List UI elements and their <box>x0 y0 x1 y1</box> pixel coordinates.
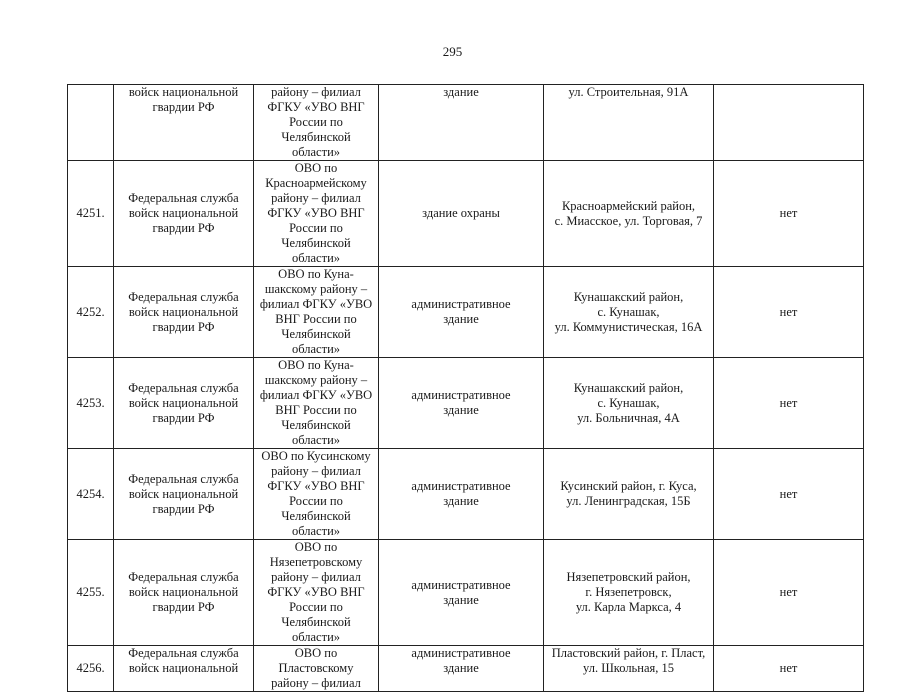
object-name-cell <box>379 646 544 692</box>
cell-line: Федеральная служба <box>128 570 239 584</box>
cell-line: ОВО по Куна- <box>278 358 354 372</box>
cell-line: России по <box>289 221 343 235</box>
cell-line: с. Кунашак, <box>597 395 660 410</box>
object-name-cell <box>379 540 544 646</box>
cell-line: здание <box>443 312 479 326</box>
cell-line: войск национальной <box>128 304 239 319</box>
address-cell <box>544 540 714 646</box>
cell-line: войск национальной <box>128 206 239 220</box>
cell-line: району – филиал <box>271 570 361 584</box>
cell-line: административное <box>411 479 511 493</box>
cell-line: войск национальной <box>128 585 239 599</box>
cell-line: ФГКУ «УВО ВНГ <box>267 206 365 220</box>
status-cell: нет <box>714 646 864 692</box>
cell-line: здание <box>443 592 479 607</box>
cell-line: Красноармейский район, <box>561 198 696 213</box>
cell-line: Федеральная служба <box>128 191 239 205</box>
organization-cell <box>114 267 254 358</box>
organization-cell <box>114 646 254 692</box>
cell-line: гвардии РФ <box>152 100 215 114</box>
cell-line: ул. Школьная, 15 <box>583 661 674 675</box>
object-name-cell <box>379 267 544 358</box>
cell-line: Челябинской области» <box>281 418 351 447</box>
object-name-cell <box>379 358 544 449</box>
row-number-cell <box>68 85 114 161</box>
status-cell: нет <box>714 540 864 646</box>
object-name-cell <box>379 161 544 267</box>
cell-line: с. Кунашак, <box>597 304 660 319</box>
cell-line: здание <box>443 661 479 675</box>
cell-line: г. Нязепетровск, <box>585 585 672 599</box>
rights-holder-cell <box>254 646 379 692</box>
status-cell: нет <box>714 267 864 358</box>
cell-line: ВНГ России по <box>275 312 357 326</box>
cell-line: административное <box>411 646 511 660</box>
cell-line: филиал ФГКУ «УВО <box>259 297 373 311</box>
cell-line: гвардии РФ <box>152 221 215 235</box>
cell-line: Кусинский район, г. Куса, <box>560 479 697 493</box>
cell-line: Челябинской области» <box>281 327 351 356</box>
row-number-cell: 4251. <box>68 161 114 267</box>
object-name-cell <box>379 449 544 540</box>
cell-line: ФГКУ «УВО ВНГ <box>267 585 365 599</box>
table-row <box>68 267 864 358</box>
cell-line: ФГКУ «УВО ВНГ <box>267 479 365 493</box>
row-number-cell: 4254. <box>68 449 114 540</box>
cell-line: здание охраны <box>422 206 500 220</box>
rights-holder-cell <box>254 85 379 161</box>
cell-line: Федеральная служба <box>128 289 239 304</box>
page-number: 295 <box>442 44 463 59</box>
rights-holder-cell <box>254 540 379 646</box>
cell-line: ОВО по <box>294 540 338 554</box>
rights-holder-cell <box>254 161 379 267</box>
address-cell <box>544 646 714 692</box>
cell-line: ФГКУ «УВО ВНГ <box>267 100 365 114</box>
cell-line: ОВО по Кусинскому <box>261 449 371 463</box>
cell-line: району – филиал <box>271 85 361 99</box>
cell-line: Федеральная служба <box>128 380 239 395</box>
property-registry-table <box>67 84 864 692</box>
table-row <box>68 358 864 449</box>
cell-line: ул. Ленинградская, 15Б <box>566 494 691 508</box>
cell-line: гвардии РФ <box>152 600 215 614</box>
cell-line: России по <box>289 115 343 129</box>
cell-line: Челябинской области» <box>281 615 351 644</box>
cell-line: Нязепетровский район, <box>566 570 691 584</box>
address-cell <box>544 267 714 358</box>
cell-line: гвардии РФ <box>152 319 215 334</box>
organization-cell <box>114 85 254 161</box>
cell-line: здание <box>443 403 479 417</box>
rights-holder-cell <box>254 449 379 540</box>
cell-line: России по <box>289 494 343 508</box>
organization-cell <box>114 540 254 646</box>
cell-line: гвардии РФ <box>152 501 215 516</box>
rights-holder-cell <box>254 267 379 358</box>
address-cell <box>544 85 714 161</box>
rights-holder-cell <box>254 358 379 449</box>
organization-cell <box>114 358 254 449</box>
cell-line: России по <box>289 600 343 614</box>
cell-line: ВНГ России по <box>275 403 357 417</box>
cell-line: шакскому району – <box>264 282 368 296</box>
cell-line: Челябинской области» <box>281 130 351 159</box>
cell-line: Кунашакский район, <box>573 289 684 304</box>
cell-line: войск национальной <box>128 85 239 99</box>
cell-line: Нязепетровскому <box>269 555 363 569</box>
status-cell <box>714 85 864 161</box>
cell-line: войск национальной <box>128 486 239 501</box>
cell-line: Кунашакский район, <box>573 380 684 395</box>
status-cell: нет <box>714 161 864 267</box>
cell-line: административное <box>411 297 511 311</box>
cell-line: Пластовский район, г. Пласт, <box>551 646 706 660</box>
cell-line: району – филиал <box>271 676 361 690</box>
status-cell: нет <box>714 358 864 449</box>
cell-line: Челябинской области» <box>281 509 351 538</box>
table-row <box>68 161 864 267</box>
table-row <box>68 646 864 692</box>
table-row <box>68 449 864 540</box>
table-row <box>68 85 864 161</box>
cell-line: войск национальной <box>128 395 239 410</box>
cell-line: ул. Карла Маркса, 4 <box>575 600 682 614</box>
row-number-cell: 4255. <box>68 540 114 646</box>
cell-line: району – филиал <box>271 464 361 478</box>
address-cell <box>544 358 714 449</box>
cell-line: ул. Строительная, 91А <box>568 85 689 99</box>
row-number-cell: 4253. <box>68 358 114 449</box>
cell-line: Федеральная служба <box>128 471 239 486</box>
cell-line: Челябинской области» <box>281 236 351 265</box>
cell-line: филиал ФГКУ «УВО <box>259 388 373 402</box>
cell-line: ОВО по <box>294 161 338 175</box>
cell-line: Красноармейскому <box>265 176 367 190</box>
status-cell: нет <box>714 449 864 540</box>
cell-line: здание <box>443 494 479 508</box>
cell-line: гвардии РФ <box>152 410 215 425</box>
row-number-cell: 4252. <box>68 267 114 358</box>
cell-line: ОВО по Пластовскому <box>278 646 354 675</box>
address-cell <box>544 449 714 540</box>
cell-line: с. Миасское, ул. Торговая, 7 <box>554 213 703 228</box>
table-row <box>68 540 864 646</box>
cell-line: Федеральная служба <box>128 646 239 660</box>
organization-cell <box>114 449 254 540</box>
cell-line: району – филиал <box>271 191 361 205</box>
object-name-cell <box>379 85 544 161</box>
cell-line: ул. Коммунистическая, 16А <box>554 319 703 334</box>
cell-line: административное <box>411 388 511 402</box>
cell-line: войск национальной <box>128 661 239 675</box>
cell-line: здание <box>443 85 479 99</box>
row-number-cell: 4256. <box>68 646 114 692</box>
cell-line: ОВО по Куна- <box>278 267 354 281</box>
organization-cell <box>114 161 254 267</box>
cell-line: шакскому району – <box>264 373 368 387</box>
address-cell <box>544 161 714 267</box>
cell-line: ул. Больничная, 4А <box>577 410 680 425</box>
cell-line: административное <box>411 577 511 592</box>
